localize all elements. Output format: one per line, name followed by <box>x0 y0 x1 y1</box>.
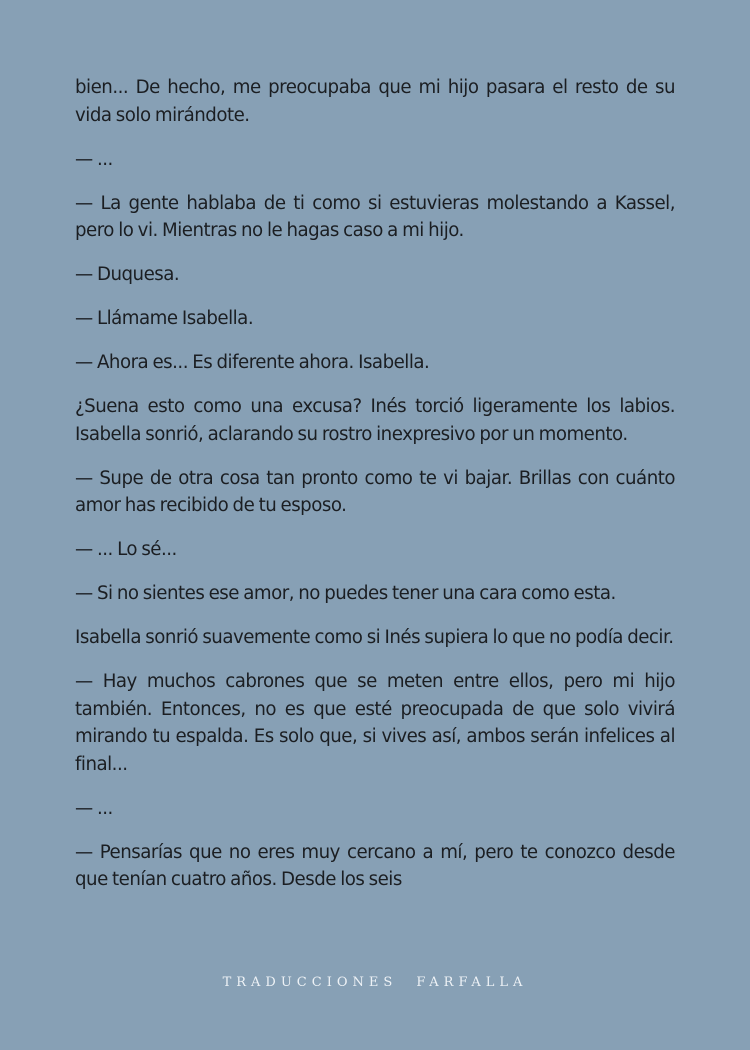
paragraph: — ... <box>75 148 113 170</box>
document-body <box>75 74 675 894</box>
paragraph: bien... De hecho, me preocupaba que mi hijo pasara el resto de su vida solo mirándote. <box>75 77 675 126</box>
paragraph: — Pensarías que no eres muy cercano a mí, pero te conozco desde que tenían cuatro años. Desde los seis <box>75 841 675 890</box>
paragraph: — ... Lo sé... <box>75 539 177 560</box>
paragraph: — Duquesa. <box>75 264 180 285</box>
paragraph: — Hay muchos cabrones que se meten entre ellos, pero mi hijo también. Entonces, no es que esté preocupada de que solo vivirá mirando tu espalda. Es solo que, si vives así, ambos serán infelices al final... <box>75 671 675 775</box>
paragraph: — Ahora es... Es diferente ahora. Isabella. <box>75 352 430 373</box>
paragraph: — La gente hablaba de ti como si estuvieras molestando a Kassel, pero lo vi. Mientras no le hagas caso a mi hijo. <box>75 192 675 241</box>
paragraph: — Llámame Isabella. <box>75 308 254 329</box>
paragraph: — ... <box>75 797 113 819</box>
paragraph: Isabella sonrió suavemente como si Inés supiera lo que no podía decir. <box>75 627 674 648</box>
paragraph: ¿Suena esto como una excusa? Inés torció ligeramente los labios. Isabella sonrió, aclarando su rostro inexpresivo por un momento. <box>75 396 675 445</box>
page-footer: TRADUCCIONES FARFALLA <box>222 975 528 990</box>
paragraph: — Supe de otra cosa tan pronto como te vi bajar. Brillas con cuánto amor has recibido de tu esposo. <box>75 467 675 516</box>
paragraph: — Si no sientes ese amor, no puedes tener una cara como esta. <box>75 583 616 604</box>
